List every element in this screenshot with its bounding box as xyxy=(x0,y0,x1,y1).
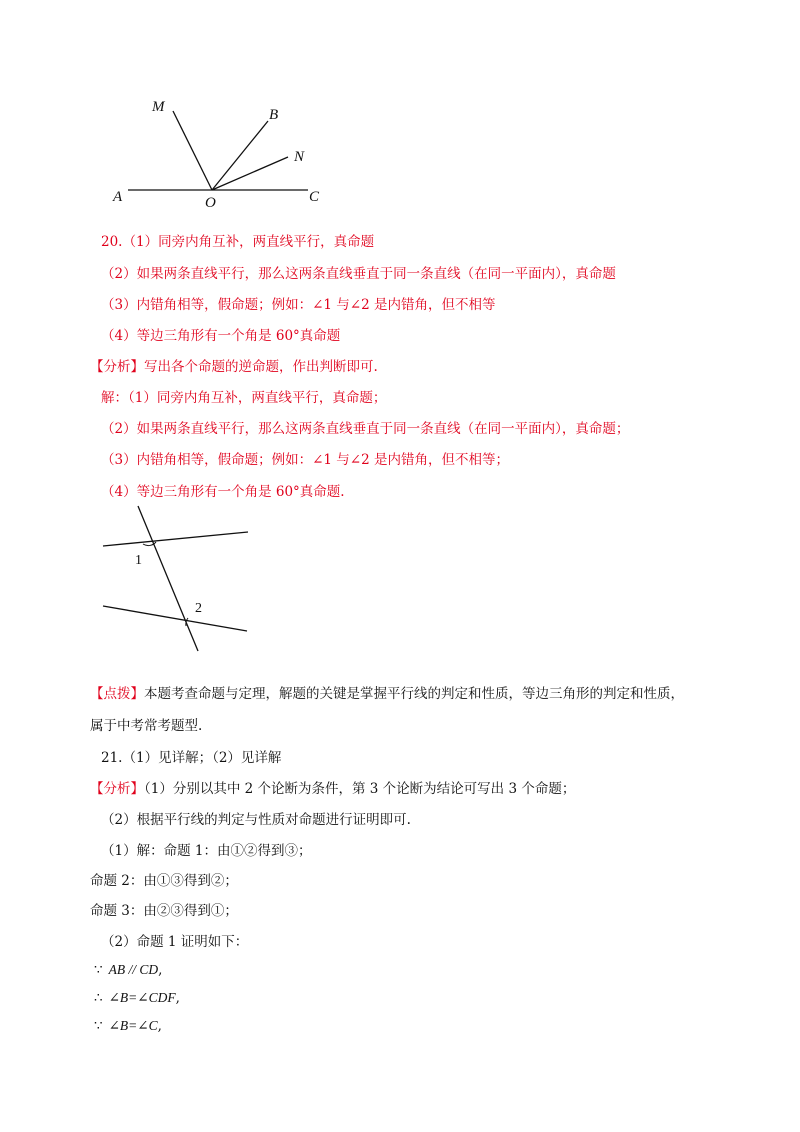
q20-answer-2: （2）如果两条直线平行，那么这两条直线垂直于同一条直线（在同一平面内），真命题 xyxy=(101,266,616,282)
label-C: C xyxy=(309,189,320,205)
q20-comment-text: 本题考查命题与定理，解题的关键是掌握平行线的判定和性质，等边三角形的判定和性质， xyxy=(144,686,684,702)
q21-proof-2: ∴ ∠B=∠CDF, xyxy=(94,990,180,1006)
q20-solution-1: 解：（1）同旁内角互补，两直线平行，真命题； xyxy=(101,390,387,406)
q21-analysis-text-1: （1）分别以其中 2 个论断为条件，第 3 个论断为结论可写出 3 个命题； xyxy=(144,781,576,797)
q20-answer-1 xyxy=(101,236,374,250)
q20-analysis-tag: 【分析】 xyxy=(90,359,144,375)
proof-expr-2: ∠B=∠CDF xyxy=(108,990,176,1005)
q21-proof-1: ∵ AB // CD, xyxy=(94,962,163,978)
q21-solution-2: 命题 2：由①③得到②； xyxy=(90,873,238,889)
figure-transversal xyxy=(0,500,800,670)
label-B: B xyxy=(269,107,279,123)
q20-comment xyxy=(90,688,684,702)
angle-1-label: 1 xyxy=(135,553,142,568)
proof-expr-1: AB // CD xyxy=(108,962,159,977)
label-O: O xyxy=(205,195,216,211)
q20-answer-1-text: （1）同旁内角互补，两直线平行，真命题 xyxy=(122,234,375,250)
q20-analysis xyxy=(90,361,378,375)
label-M: M xyxy=(152,99,165,115)
label-A: A xyxy=(113,189,123,205)
q20-comment-tag: 【点拨】 xyxy=(90,686,144,702)
q21-number: 21. xyxy=(101,750,123,766)
q21-solution-1: （1）解：命题 1：由①②得到③； xyxy=(101,843,312,859)
q20-number: 20. xyxy=(101,234,123,250)
q20-analysis-text: 写出各个命题的逆命题，作出判断即可. xyxy=(144,359,378,375)
q20-solution-3: （3）内错角相等，假命题；例如：∠1 与∠2 是内错角，但不相等； xyxy=(101,452,509,468)
q21-solution-3: 命题 3：由②③得到①； xyxy=(90,903,238,919)
q20-comment-line2: 属于中考常考题型. xyxy=(90,718,203,734)
q20-answer-3: （3）内错角相等，假命题；例如：∠1 与∠2 是内错角，但不相等 xyxy=(101,297,496,313)
q21-analysis-tag: 【分析】 xyxy=(90,781,144,797)
q20-answer-4: （4）等边三角形有一个角是 60°真命题 xyxy=(101,328,341,344)
because-symbol: ∵ xyxy=(94,1018,103,1034)
angle-2-label: 2 xyxy=(195,601,202,616)
q21-proof-3: ∵ ∠B=∠C, xyxy=(94,1018,162,1034)
figure-angle-rays xyxy=(0,0,800,215)
q21-analysis-2: （2）根据平行线的判定与性质对命题进行证明即可. xyxy=(101,812,411,828)
q20-solution-4: （4）等边三角形有一个角是 60°真命题. xyxy=(101,484,345,500)
q21-solution-4: （2）命题 1 证明如下： xyxy=(101,934,249,950)
q20-solution-2: （2）如果两条直线平行，那么这两条直线垂直于同一条直线（在同一平面内），真命题； xyxy=(101,421,630,437)
therefore-symbol: ∴ xyxy=(94,990,103,1006)
q21-analysis xyxy=(90,783,575,797)
label-N: N xyxy=(294,149,305,165)
q21-answer xyxy=(101,752,281,766)
because-symbol: ∵ xyxy=(94,962,103,978)
proof-expr-3: ∠B=∠C xyxy=(108,1018,158,1033)
q21-answer-text: （1）见详解；（2）见详解 xyxy=(122,750,282,766)
